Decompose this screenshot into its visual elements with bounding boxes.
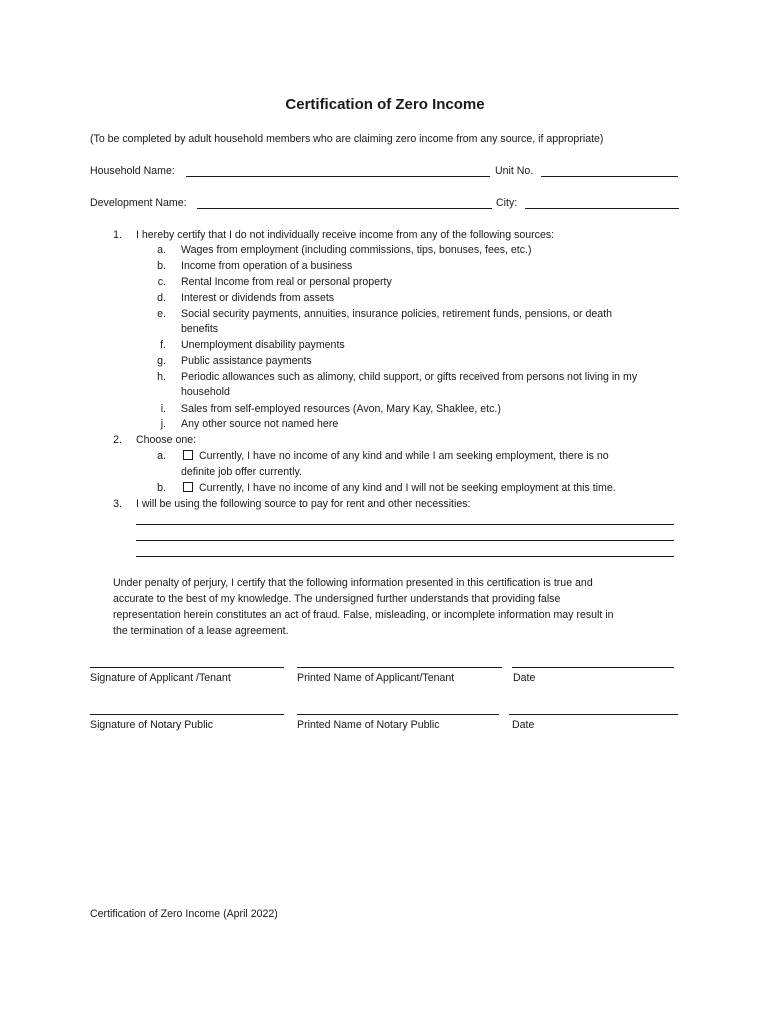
notary-signature-field[interactable] <box>90 714 284 715</box>
option-a-letter: a. <box>157 450 166 462</box>
item-c-letter: c. <box>157 276 166 288</box>
footer-text: Certification of Zero Income (April 2022) <box>90 908 278 920</box>
item-f-letter: f. <box>160 339 166 351</box>
notary-date-label: Date <box>512 719 535 731</box>
item-h-text-cont: household <box>181 386 230 398</box>
page-title: Certification of Zero Income <box>285 96 485 113</box>
option-b-text: Currently, I have no income of any kind and I will not be seeking employment at this time. <box>199 482 616 494</box>
notary-signature-label: Signature of Notary Public <box>90 719 214 731</box>
perjury-line-1: Under penalty of perjury, I certify that the following information presented in this certification is true and <box>113 577 593 589</box>
item-c-text: Rental Income from real or personal property <box>181 276 392 288</box>
city-field[interactable] <box>525 208 679 209</box>
household-name-label: Household Name: <box>90 165 175 177</box>
perjury-line-4: the termination of a lease agreement. <box>113 625 289 637</box>
applicant-printed-name-field[interactable] <box>297 667 502 668</box>
perjury-line-3: representation herein constitutes an act of fraud. False, misleading, or incomplete information may result in <box>113 609 614 621</box>
item-d-text: Interest or dividends from assets <box>181 292 335 304</box>
rent-source-line-1[interactable] <box>136 524 674 525</box>
item-g-text: Public assistance payments <box>181 355 312 367</box>
unit-no-field[interactable] <box>541 176 678 177</box>
item-b-letter: b. <box>157 260 166 272</box>
item-g-letter: g. <box>157 355 166 367</box>
section2-text: Choose one: <box>136 434 197 446</box>
applicant-date-label: Date <box>513 672 536 684</box>
item-h-letter: h. <box>157 371 166 383</box>
item-a-text: Wages from employment (including commissions, tips, bonuses, fees, etc.) <box>181 244 532 256</box>
item-a-letter: a. <box>157 244 166 256</box>
city-label: City: <box>496 197 518 209</box>
option-b-checkbox[interactable] <box>183 482 193 492</box>
section3-text: I will be using the following source to pay for rent and other necessities: <box>136 498 471 510</box>
rent-source-line-3[interactable] <box>136 556 674 557</box>
notary-printed-name-field[interactable] <box>297 714 499 715</box>
item-e-text-cont: benefits <box>181 323 219 335</box>
applicant-signature-field[interactable] <box>90 667 284 668</box>
instructions-text: (To be completed by adult household members who are claiming zero income from any source, if appropriate) <box>90 133 604 145</box>
section3-number: 3. <box>113 498 122 510</box>
section1-number: 1. <box>113 229 122 241</box>
option-b-letter: b. <box>157 482 166 494</box>
item-d-letter: d. <box>157 292 166 304</box>
notary-date-field[interactable] <box>509 714 678 715</box>
development-name-label: Development Name: <box>90 197 187 209</box>
item-h-text: Periodic allowances such as alimony, child support, or gifts received from persons not living in my <box>181 371 638 383</box>
section2-number: 2. <box>113 434 122 446</box>
item-e-letter: e. <box>157 308 166 320</box>
applicant-date-field[interactable] <box>512 667 674 668</box>
notary-printed-name-label: Printed Name of Notary Public <box>297 719 440 731</box>
item-i-letter: i. <box>160 403 166 415</box>
option-a-text: Currently, I have no income of any kind and while I am seeking employment, there is no <box>199 450 609 462</box>
household-name-field[interactable] <box>186 176 490 177</box>
item-e-text: Social security payments, annuities, insurance policies, retirement funds, pensions, or death <box>181 308 613 320</box>
item-j-letter: j. <box>160 418 166 430</box>
perjury-line-2: accurate to the best of my knowledge. The undersigned further understands that providing false <box>113 593 561 605</box>
applicant-printed-name-label: Printed Name of Applicant/Tenant <box>297 672 455 684</box>
section1-text: I hereby certify that I do not individually receive income from any of the following sources: <box>136 229 555 241</box>
item-j-text: Any other source not named here <box>181 418 339 430</box>
option-a-checkbox[interactable] <box>183 450 193 460</box>
option-b[interactable] <box>183 482 616 494</box>
rent-source-line-2[interactable] <box>136 540 674 541</box>
applicant-signature-label: Signature of Applicant /Tenant <box>90 672 231 684</box>
item-i-text: Sales from self-employed resources (Avon, Mary Kay, Shaklee, etc.) <box>181 403 501 415</box>
item-f-text: Unemployment disability payments <box>181 339 345 351</box>
option-a[interactable] <box>183 450 609 462</box>
unit-no-label: Unit No. <box>495 165 534 177</box>
development-name-field[interactable] <box>197 208 492 209</box>
option-a-text-cont: definite job offer currently. <box>181 466 302 478</box>
item-b-text: Income from operation of a business <box>181 260 353 272</box>
